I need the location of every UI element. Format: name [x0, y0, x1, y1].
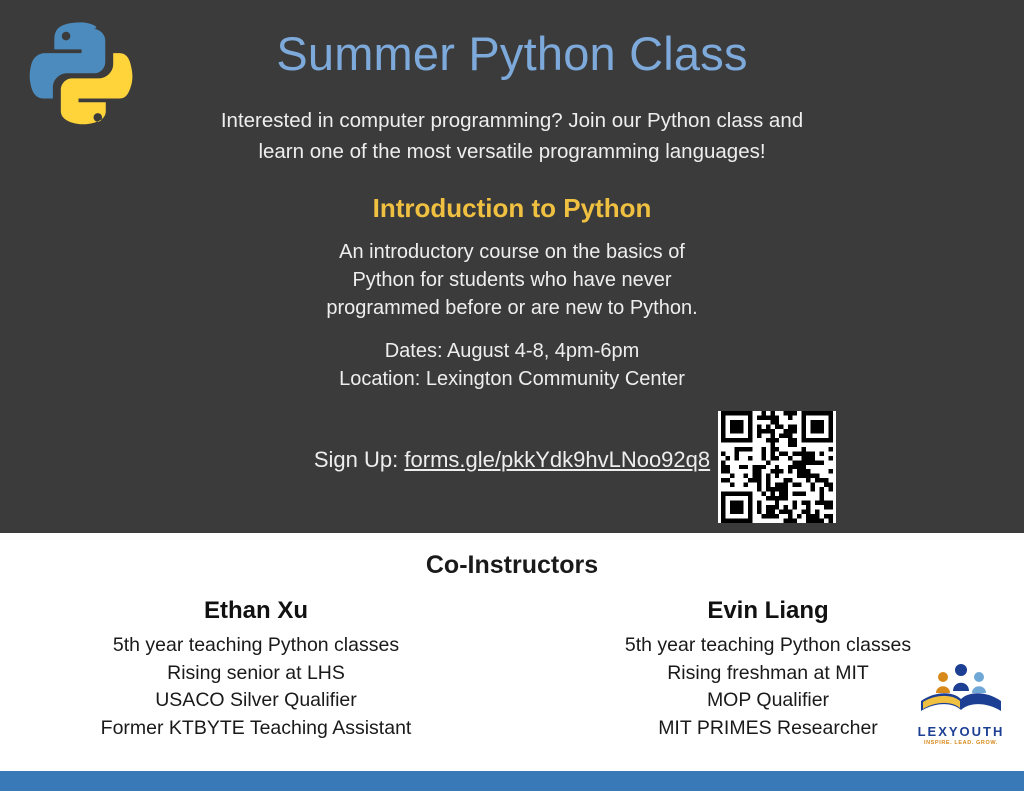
lexyouth-logo — [912, 661, 1010, 753]
instructor-bio-line: Former KTBYTE Teaching Assistant — [100, 716, 412, 739]
intro-line-2: learn one of the most versatile programming languages! — [258, 140, 766, 163]
lexyouth-wordmark: LEXYOUTH — [917, 724, 1005, 739]
logistics-block — [0, 337, 1024, 393]
dates-text: Dates: August 4-8, 4pm-6pm — [384, 340, 640, 362]
instructor-bio-line: USACO Silver Qualifier — [155, 689, 357, 711]
location-text: Location: Lexington Community Center — [339, 368, 685, 390]
instructor-name: Ethan Xu — [203, 597, 308, 624]
course-description — [0, 238, 1024, 322]
lexyouth-tagline: INSPIRE. LEAD. GROW. — [923, 740, 999, 746]
instructor-bio-line: MIT PRIMES Researcher — [658, 716, 878, 739]
instructor-bio-line: Rising senior at LHS — [167, 661, 345, 684]
instructor-bio-line: MOP Qualifier — [706, 689, 830, 711]
signup-block — [0, 447, 1024, 473]
co-instructors-heading: Co-Instructors — [425, 551, 599, 579]
lexyouth-mark-icon — [913, 661, 1009, 719]
instructors-list — [0, 597, 1024, 742]
page-title: Summer Python Class — [276, 27, 748, 80]
qr-code-icon[interactable] — [718, 411, 836, 523]
instructor-name: Evin Liang — [707, 597, 829, 624]
instructor-card — [0, 597, 512, 742]
instructor-bio-line: 5th year teaching Python classes — [624, 634, 912, 656]
instructor-bio-line: 5th year teaching Python classes — [112, 634, 400, 656]
course-desc-line-1: An introductory course on the basics of — [339, 241, 685, 263]
instructor-bio-line: Rising freshman at MIT — [667, 661, 869, 684]
signup-link[interactable]: forms.gle/pkkYdk9hvLNoo92q8 — [404, 447, 711, 472]
section-heading: Introduction to Python — [372, 193, 652, 223]
course-desc-line-3: programmed before or are new to Python. — [326, 297, 698, 319]
instructors-panel — [0, 533, 1024, 771]
intro-line-1: Interested in computer programming? Join our Python class and — [220, 109, 804, 132]
intro-paragraph — [0, 105, 1024, 167]
bottom-accent-bar — [0, 771, 1024, 791]
course-desc-line-2: Python for students who have never — [352, 269, 672, 291]
signup-label: Sign Up: — [313, 447, 399, 472]
